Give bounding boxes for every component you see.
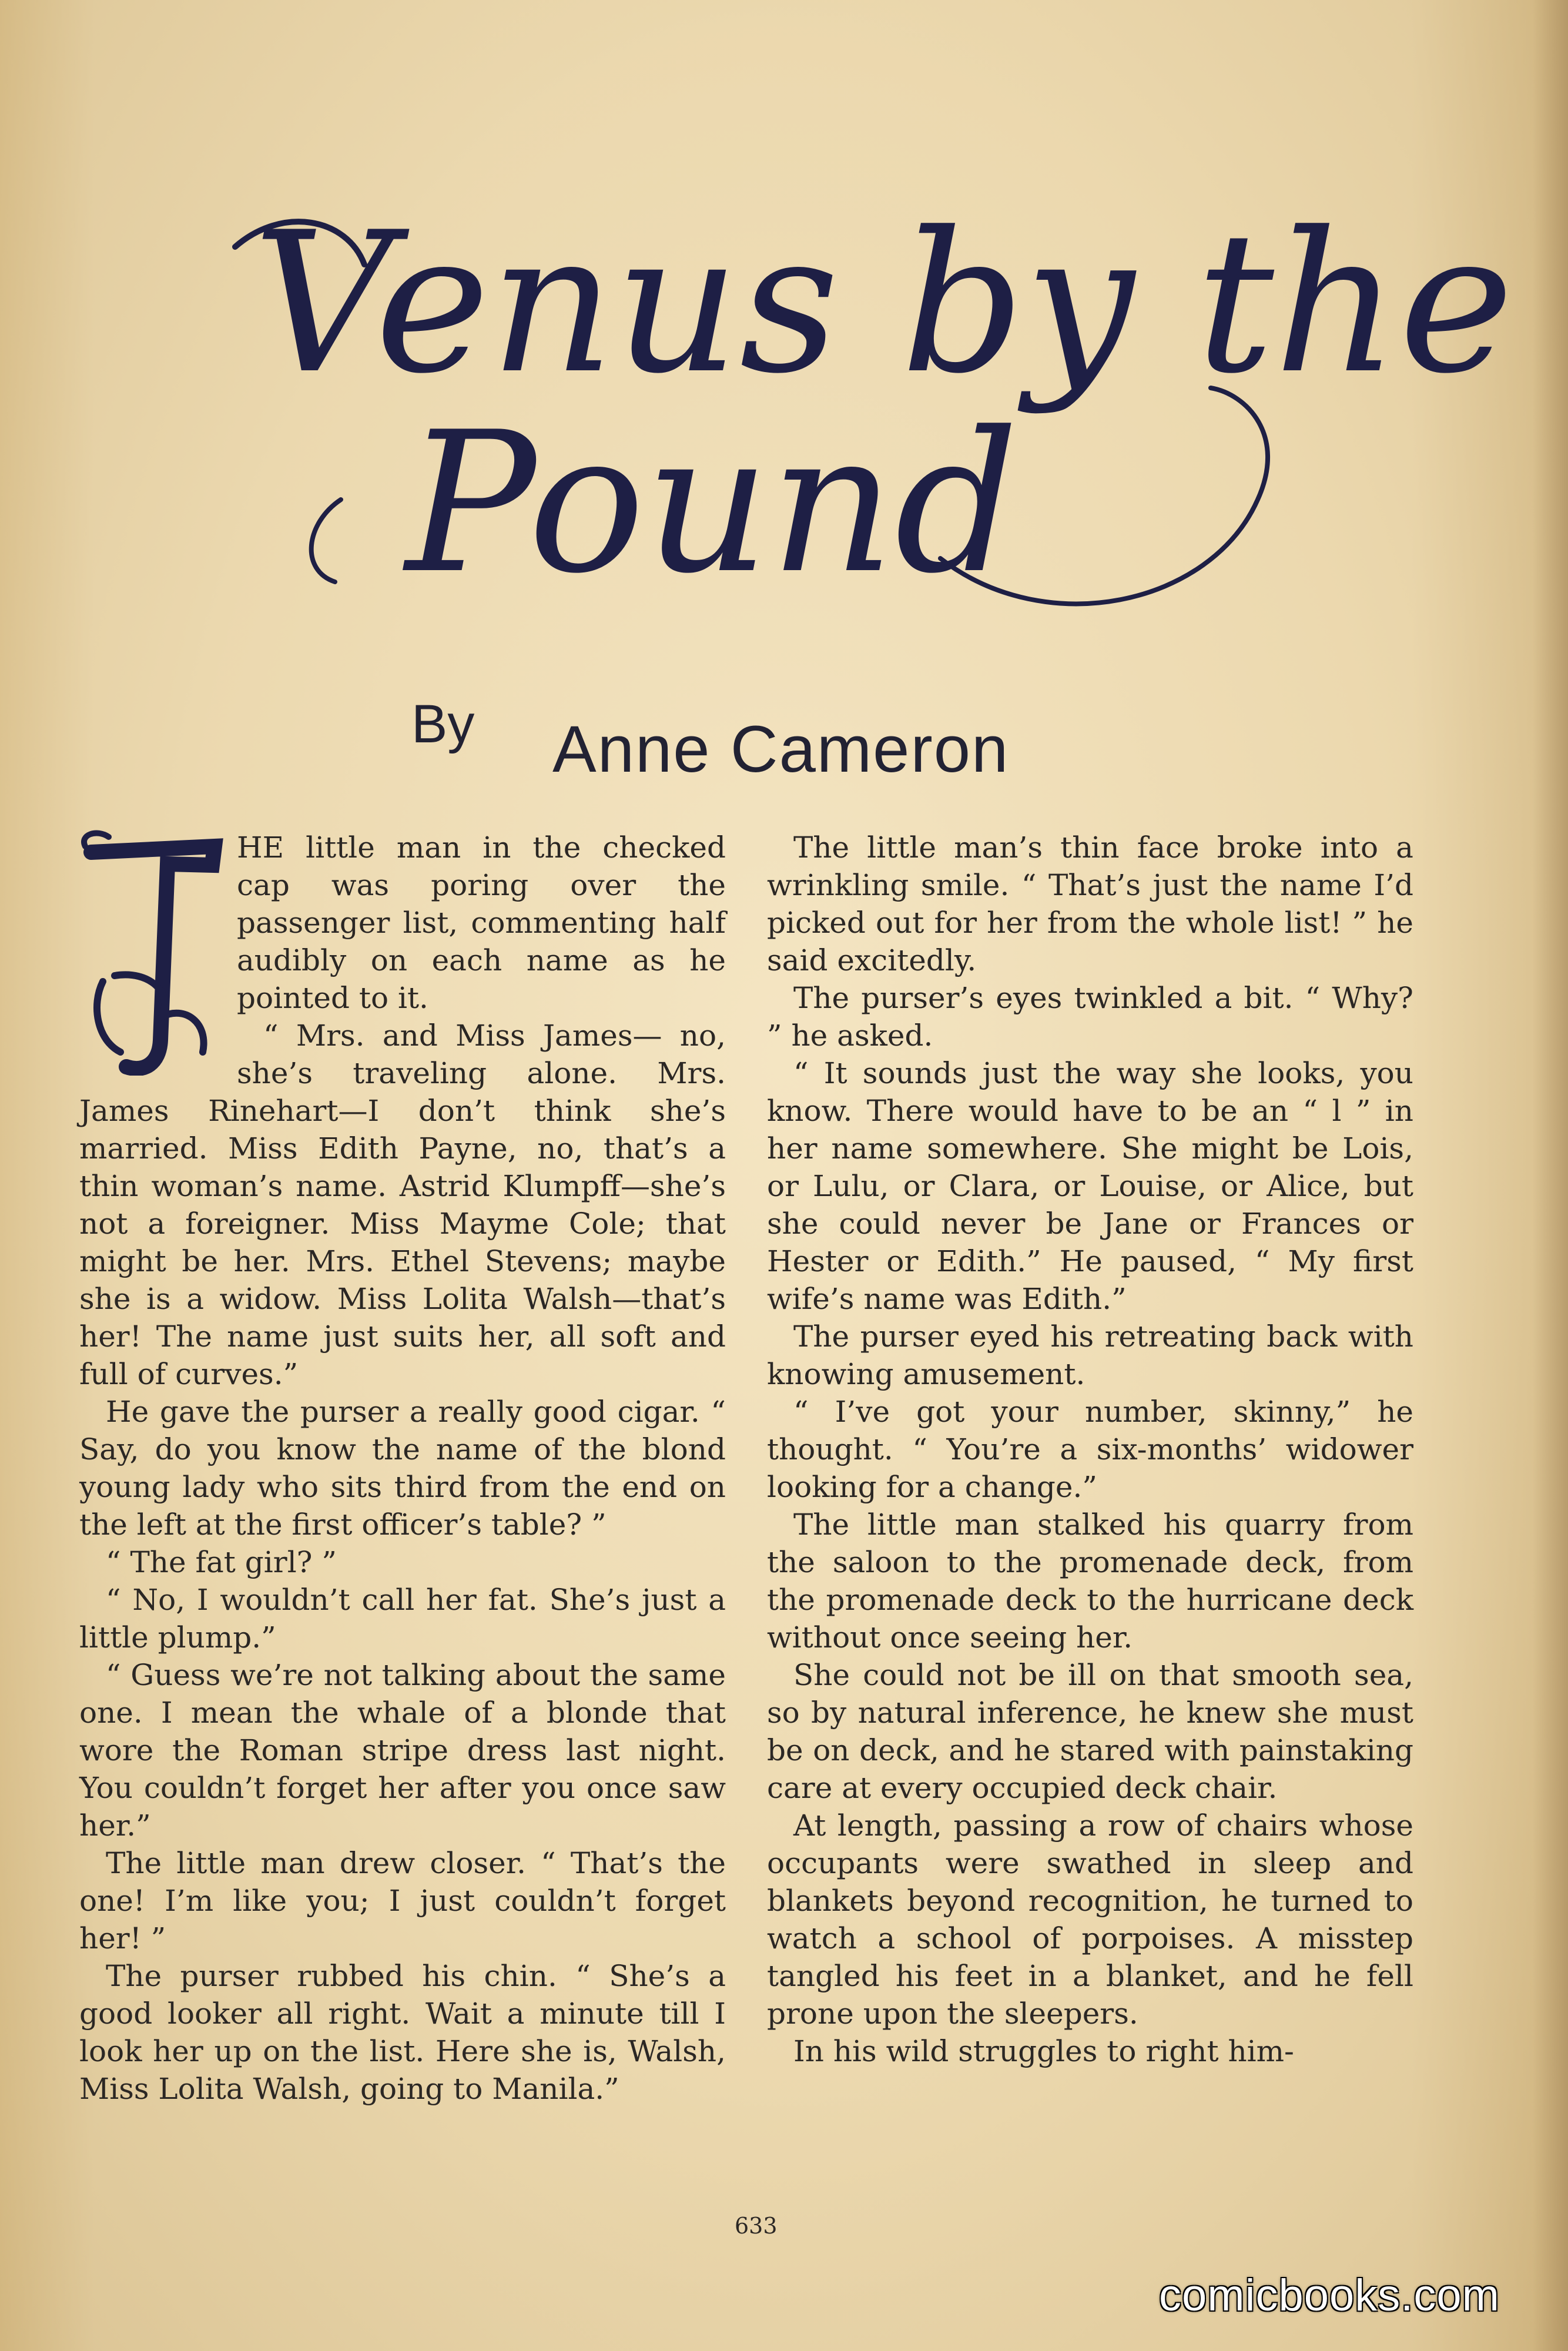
byline-by: By xyxy=(411,694,475,754)
paragraph: The little man drew closer. “ That’s the one! I’m like you; I just couldn’t forget her! ” xyxy=(79,1846,726,1955)
paragraph: “ Guess we’re not talking about the same one. I mean the whale of a blonde that wore the Roman stripe dress last night. You couldn’t forget her after you once saw her.” xyxy=(79,1658,726,1843)
paragraph: The purser eyed his retreating back with knowing amusement. xyxy=(767,1319,1413,1391)
paragraph: “ No, I wouldn’t call her fat. She’s just a little plump.” xyxy=(79,1583,726,1655)
page-edge-shadow xyxy=(1533,0,1568,2351)
title-script-graphic xyxy=(212,190,1514,664)
site-watermark: comicbooks.com xyxy=(1159,2270,1500,2320)
paragraph: The little man’s thin face broke into a wrinkling smile. “ That’s just the name I’d picked out for her from the whole list! ” he said excitedly. xyxy=(767,830,1413,977)
drop-cap-t xyxy=(79,829,226,1076)
title-line-2: Pound xyxy=(406,390,1019,616)
text-column-right xyxy=(767,829,1413,2070)
byline xyxy=(411,694,1187,793)
story-title xyxy=(212,190,1514,664)
paragraph: “ The fat girl? ” xyxy=(106,1545,337,1579)
text-column-left xyxy=(79,829,726,2108)
paragraph: “ I’ve got your number, skinny,” he thought. “ You’re a six-months’ widower looking for a change.” xyxy=(767,1395,1413,1504)
paragraph: In his wild struggles to right him- xyxy=(793,2034,1294,2068)
paragraph: The little man stalked his quarry from the saloon to the promenade deck, from the promenade deck to the hurricane deck without once seeing her. xyxy=(767,1508,1413,1655)
paragraph: “ It sounds just the way she looks, you know. There would have to be an “ l ” in her name somewhere. She might be Lois, or Lulu, or Clara, or Louise, or Alice, but she could never be Jane or Frances or Hester or Edith.” He paused, “ My first wife’s name was Edith.” xyxy=(767,1056,1413,1316)
paragraph: The purser’s eyes twinkled a bit. “ Why? ” he asked. xyxy=(767,981,1413,1053)
paragraph: He gave the purser a really good cigar. “ Say, do you know the name of the blond young lady who sits third from the end on the left at the first officer’s table? ” xyxy=(79,1395,726,1542)
paragraph: The purser rubbed his chin. “ She’s a good looker all right. Wait a minute till I look her up on the list. Here she is, Walsh, Miss Lolita Walsh, going to Manila.” xyxy=(79,1959,726,2106)
page-number: 633 xyxy=(735,2213,778,2239)
title-line-1: Venus by the xyxy=(253,190,1514,416)
author-name: Anne Cameron xyxy=(552,712,1010,786)
paragraph: HE little man in the checked cap was poring over the passenger list, commenting half audibly on each name as he pointed to it. xyxy=(237,830,726,1015)
paragraph: She could not be ill on that smooth sea, so by natural inference, he knew she must be on deck, and he stared with painstaking care at every occupied deck chair. xyxy=(767,1658,1413,1805)
paragraph: “ Mrs. and Miss James— no, she’s traveling alone. Mrs. James Rinehart—I don’t think she’s married. Miss Edith Payne, no, that’s a thin woman’s name. Astrid Klumpff—she’s not a foreigner. Miss Mayme Cole; that might be her. Mrs. Ethel Stevens; maybe she is a widow. Miss Lolita Walsh—that’s her! The name just suits her, all soft and full of curves.” xyxy=(79,1019,726,1391)
paragraph: At length, passing a row of chairs whose occupants were swathed in sleep and blankets beyond recognition, he turned to watch a school of porpoises. A misstep tangled his feet in a blanket, and he fell prone upon the sleepers. xyxy=(767,1809,1413,2031)
